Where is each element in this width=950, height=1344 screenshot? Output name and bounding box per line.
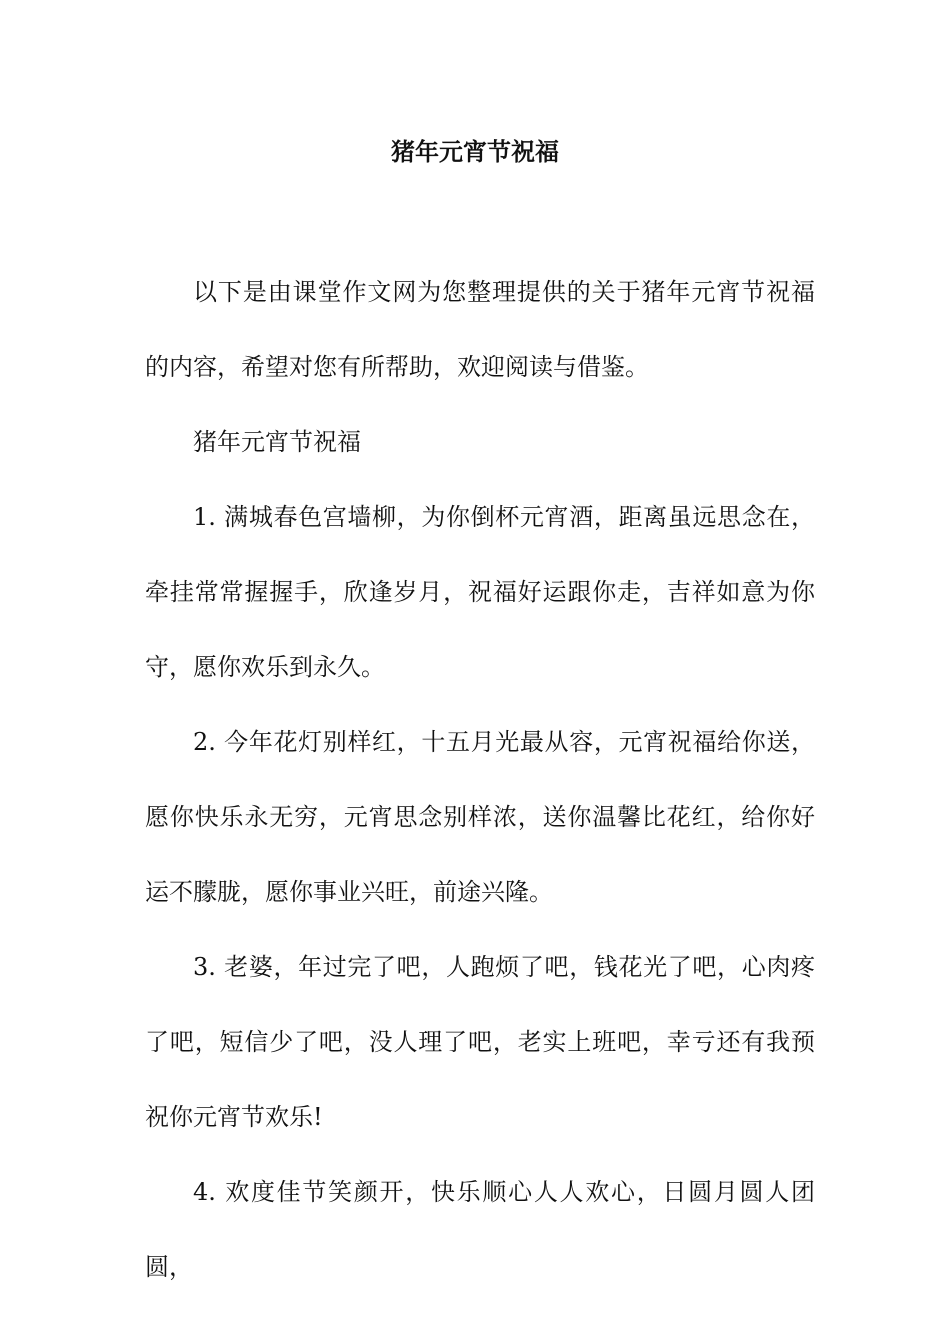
list-item: 1. 满城春色宫墙柳，为你倒杯元宵酒，距离虽远思念在，牵挂常常握握手，欣逢岁月，祝福好运跟你走，吉祥如意为你守，愿你欢乐到永久。 <box>145 503 815 681</box>
list-item: 3. 老婆，年过完了吧，人跑烦了吧，钱花光了吧，心肉疼了吧，短信少了吧，没人理了吧，老实上班吧，幸亏还有我预祝你元宵节欢乐! <box>145 953 815 1131</box>
intro-paragraph: 以下是由课堂作文网为您整理提供的关于猪年元宵节祝福的内容，希望对您有所帮助，欢迎阅读与借鉴。 <box>145 278 815 381</box>
list-item: 4. 欢度佳节笑颜开，快乐顺心人人欢心，日圆月圆人团圆， <box>145 1178 815 1281</box>
document-title: 猪年元宵节祝福 <box>391 137 559 166</box>
section-heading: 猪年元宵节祝福 <box>193 428 361 456</box>
list-item: 2. 今年花灯别样红，十五月光最从容，元宵祝福给你送，愿你快乐永无穷，元宵思念别样浓，送你温馨比花红，给你好运不朦胧，愿你事业兴旺，前途兴隆。 <box>145 728 815 906</box>
document-body <box>145 255 815 1305</box>
